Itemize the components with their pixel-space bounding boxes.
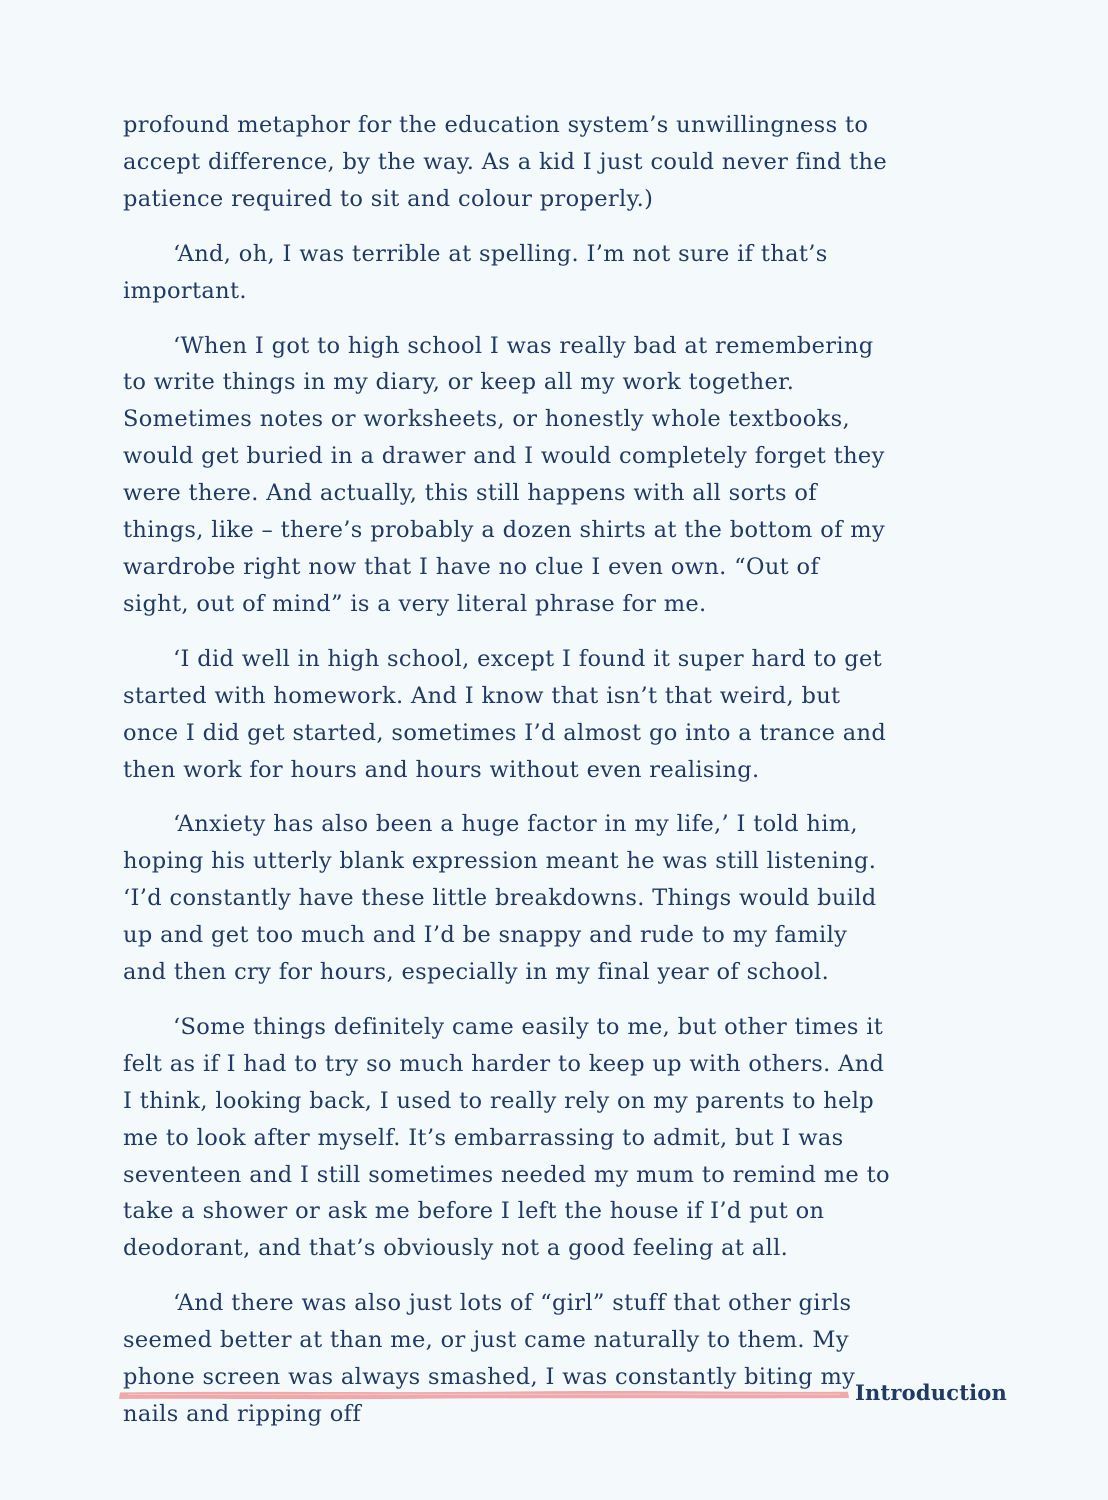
section-label: Introduction — [855, 1380, 1007, 1405]
body-text — [123, 107, 891, 1451]
paragraph-continuation: profound metaphor for the education system’s unwillingness to accept difference, by the way. As a kid I just could never find the patience required to sit and colour properly.) — [123, 112, 887, 212]
footer-accent-bar — [118, 1389, 850, 1401]
paragraph-girl-stuff: ‘And there was also just lots of “girl” stuff that other girls seemed better at than me, or just came naturally to them. My phone screen was always smashed, I was constantly biting my nails and ripping off — [123, 1290, 856, 1427]
running-footer — [118, 1378, 1010, 1412]
paragraph-spelling: ‘And, oh, I was terrible at spelling. I’m not sure if that’s important. — [123, 240, 828, 304]
paragraph-high-school-organisation: ‘When I got to high school I was really bad at remembering to write things in my diary, or keep all my work together. Sometimes notes or worksheets, or honestly whole textbooks, would get buried in a drawer and I would completely forget they were there. And actually, this still happens with all sorts of things, like – there’s probably a dozen shirts at the bottom of my wardrobe right now that I have no clue I even own. “Out of sight, out of mind” is a very literal phrase for me. — [123, 332, 886, 617]
paragraph-self-care: ‘Some things definitely came easily to me, but other times it felt as if I had to try so much harder to keep up with others. And I think, looking back, I used to really rely on my parents to help me to look after myself. It’s embarrassing to admit, but I was seventeen and I still sometimes needed my mum to remind me to take a shower or ask me before I left the house if I’d put on deodorant, and that’s obviously not a good feeling at all. — [123, 1013, 890, 1262]
paragraph-anxiety: ‘Anxiety has also been a huge factor in my life,’ I told him, hoping his utterly blank expression meant he was still listening. ‘I’d constantly have these little breakdowns. Things would build up and get too much and I’d be snappy and rude to my family and then cry for hours, especially in my final year of school. — [123, 811, 877, 986]
paragraph-homework: ‘I did well in high school, except I found it super hard to get started with homework. And I know that isn’t that weird, but once I did get started, sometimes I’d almost go into a trance and then work for hours and hours without even realising. — [123, 645, 887, 783]
brush-stroke-graphic — [118, 1389, 850, 1401]
